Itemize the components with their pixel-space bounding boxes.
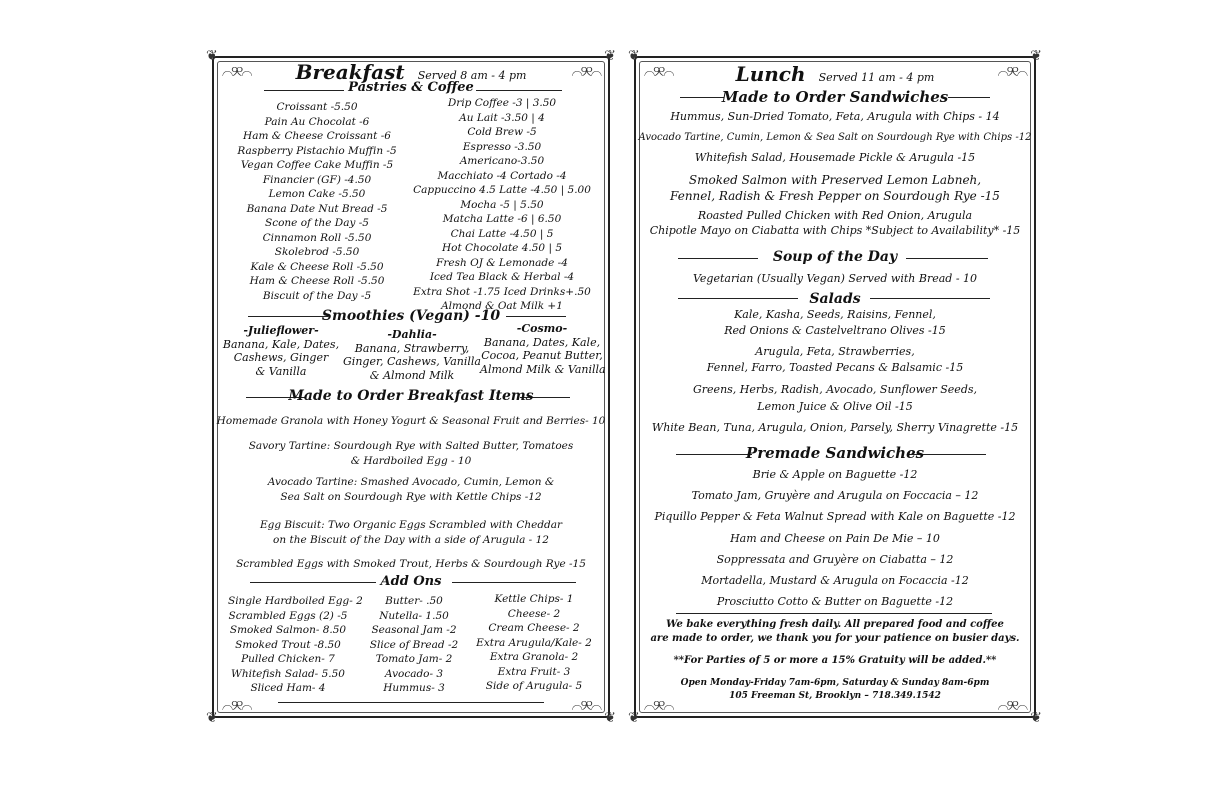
addon-item: Butter- .50 [385,595,443,607]
mto-line: Scrambled Eggs with Smoked Trout, Herbs & Sourdough Rye -15 [236,558,586,570]
breakfast-title: Breakfast [295,60,405,84]
menu-item: Financier (GF) -4.50 [262,173,372,186]
addon-item: Extra Granola- 2 [489,651,579,663]
menu-item: Hot Chocolate 4.50 | 5 [441,242,563,254]
mto-breakfast-heading: Made to Order Breakfast Items [288,388,534,404]
smoothies-heading: Smoothies (Vegan) -10 [321,308,501,324]
smoothie-name: -Cosmo- [516,322,568,335]
premade-item: Ham and Cheese on Pain De Mie – 10 [730,531,940,545]
flourish-icon: ⌒୨୧⌒ [997,64,1026,80]
menu-item: Ham & Cheese Roll -5.50 [249,275,385,287]
mto-item [214,557,608,572]
sandwich-line: Avocado Tartine, Cumin, Lemon & Sea Salt on Sourdough Rye with Chips -12 [638,132,1032,143]
mto-item [214,518,608,547]
salads-heading: Salads [809,291,861,307]
addon-item: Tomato Jam- 2 [375,653,453,665]
menu-item: Fresh OJ & Lemonade -4 [436,256,568,269]
smoothie-name: -Dahlia- [387,328,437,341]
flourish-icon: ⌒୨୧⌒ [571,64,600,80]
addon-item: Smoked Salmon- 8.50 [229,624,347,636]
menu-item: Skolebrod -5.50 [274,246,360,258]
address-phone: 105 Freeman St, Brooklyn – 718.349.1542 [729,691,941,701]
note-line: We bake everything fresh daily. All prepared food and coffee [666,619,1004,630]
menu-item: Scone of the Day -5 [265,217,369,229]
soup-item: Vegetarian (Usually Vegan) Served with Bread - 10 [692,272,978,285]
mto-line: Avocado Tartine: Smashed Avocado, Cumin, Lemon & [267,476,555,488]
addon-item: Pulled Chicken- 7 [241,653,335,665]
pastries-coffee-heading: Pastries & Coffee [348,80,474,95]
salad-line: Arugula, Feta, Strawberries, [755,345,915,358]
corner-ornament-icon: ❦ [206,710,218,726]
corner-ornament-icon: ❦ [628,710,640,726]
menu-item: Pain Au Chocolat -6 [264,115,370,128]
menu-item: Biscuit of the Day -5 [262,289,372,302]
premade-item: Mortadella, Mustard & Arugula on Focaccia -12 [701,574,969,588]
menu-item: Lemon Cake -5.50 [268,188,366,200]
addon-item: Slice of Bread -2 [369,638,459,651]
addon-item: Cheese- 2 [507,607,561,620]
lunch-menu-panel [628,48,1042,726]
sandwich-item [636,150,1034,165]
opening-hours: Open Monday-Friday 7am-6pm, Saturday & Sunday 8am-6pm [680,678,990,688]
addon-item: Seasonal Jam -2 [371,624,457,636]
sandwich-line: Roasted Pulled Chicken with Red Onion, Arugula [697,209,973,222]
mto-line: Egg Biscuit: Two Organic Eggs Scrambled with Cheddar [259,519,563,531]
menu-item: Drip Coffee -3 | 3.50 [447,97,557,109]
menu-item: Cold Brew -5 [467,126,537,138]
mto-item [214,439,608,468]
smoothie-ingredients: Ginger, Cashews, Vanilla [343,355,481,368]
addons-col-1 [228,594,363,696]
salad-line: Fennel, Farro, Toasted Pecans & Balsamic -15 [706,361,964,374]
smoothie-ingredients: Banana, Kale, Dates, [222,337,340,351]
corner-ornament-icon: ❦ [604,48,616,64]
note-line: are made to order, we thank you for your patience on busier days. [650,633,1020,644]
corner-ornament-icon: ❦ [628,48,640,64]
menu-item: Macchiato -4 Cortado -4 [437,169,567,182]
sandwich-line: Smoked Salmon with Preserved Lemon Labneh, [688,173,982,187]
mto-line: Savory Tartine: Sourdough Rye with Salted Butter, Tomatoes [248,440,574,452]
premade-item: Prosciutto Cotto & Butter on Baguette -12 [716,595,954,609]
addon-item: Smoked Trout -8.50 [235,638,341,651]
flourish-icon: ⌒୨୧⌒ [644,698,673,714]
lunch-served-hours: Served 11 am - 4 pm [818,71,935,84]
smoothie-name: -Julieflower- [243,324,319,337]
sandwich-line: Chipotle Mayo on Ciabatta with Chips *Subject to Availability* -15 [649,224,1021,237]
bakery-note [636,618,1034,646]
premade-item: Piquillo Pepper & Feta Walnut Spread with Kale on Baguette -12 [654,510,1016,524]
sandwich-item [636,172,1034,204]
premade-item: Brie & Apple on Baguette -12 [752,468,918,481]
menu-item: Raspberry Pistachio Muffin -5 [237,144,397,157]
flourish-icon: ⌒୨୧⌒ [571,698,600,714]
addon-item: Single Hardboiled Egg- 2 [228,595,363,607]
menu-item: Ham & Cheese Croissant -6 [243,130,391,142]
corner-ornament-icon: ❦ [604,710,616,726]
menu-item: Matcha Latte -6 | 6.50 [442,213,562,225]
smoothie-ingredients: Almond Milk & Vanilla [480,362,606,376]
smoothie-ingredients: Banana, Dates, Kale, [483,335,601,349]
premade-item: Tomato Jam, Gruyère and Arugula on Foccacia – 12 [691,489,979,503]
addon-item: Side of Arugula- 5 [485,680,583,692]
addon-item: Avocado- 3 [384,667,444,680]
menu-item: Mocha -5 | 5.50 [460,198,544,211]
divider [676,613,992,614]
addon-item: Extra Fruit- 3 [497,665,571,678]
corner-ornament-icon: ❦ [206,48,218,64]
flourish-icon: ⌒୨୧⌒ [997,698,1026,714]
lunch-header [636,62,1034,86]
menu-item: Banana Date Nut Bread -5 [246,202,388,215]
menu-item: Americano-3.50 [459,155,545,167]
addon-item: Nutella- 1.50 [379,609,449,622]
menu-item: Croissant -5.50 [276,101,358,113]
menu-item: Chai Latte -4.50 | 5 [450,227,554,240]
addon-item: Kettle Chips- 1 [494,593,574,605]
salad-item [636,381,1034,415]
divider [278,702,544,703]
salad-item [636,307,1034,339]
mto-item [214,414,608,429]
gratuity-note: **For Parties of 5 or more a 15% Gratuity will be added.** [673,655,997,666]
salad-line: Red Onions & Castelveltrano Olives -15 [724,324,946,337]
addon-item: Hummus- 3 [383,682,445,694]
salad-item [636,344,1034,376]
smoothie-ingredients: & Vanilla [255,364,307,378]
sandwich-item [636,131,1034,145]
menu-item: Extra Shot -1.75 Iced Drinks+.50 [413,285,591,298]
flourish-icon: ⌒୨୧⌒ [644,64,673,80]
salad-item [636,420,1034,435]
menu-item: Iced Tea Black & Herbal -4 [429,271,575,283]
menu-item: Vegan Coffee Cake Muffin -5 [240,159,394,171]
smoothie-dahlia [342,328,482,382]
pastries-list [222,100,412,303]
flourish-icon: ⌒୨୧⌒ [222,698,251,714]
smoothie-ingredients: & Almond Milk [369,368,455,382]
addon-item: Cream Cheese- 2 [488,622,580,634]
mto-sandwiches-heading: Made to Order Sandwiches [721,88,949,106]
sandwich-item [636,109,1034,124]
mto-line: on the Biscuit of the Day with a side of Arugula - 12 [273,533,549,546]
addon-item: Scrambled Eggs (2) -5 [228,609,348,622]
addon-item: Whitefish Salad- 5.50 [231,667,345,680]
sandwich-line: Fennel, Radish & Fresh Pepper on Sourdough Rye -15 [670,189,1000,203]
salad-line: Kale, Kasha, Seeds, Raisins, Fennel, [734,308,936,321]
mto-line: & Hardboiled Egg - 10 [350,454,472,467]
hours-info [636,677,1034,703]
menu-item: Espresso -3.50 [462,140,542,153]
addons-heading: Add Ons [380,574,442,589]
menu-item: Cinnamon Roll -5.50 [262,231,372,244]
menu-item: Cappuccino 4.5 Latte -4.50 | 5.00 [413,184,591,196]
salad-line: White Bean, Tuna, Arugula, Onion, Parsely, Sherry Vinagrette -15 [651,421,1019,434]
menu-item: Au Lait -3.50 | 4 [459,111,545,124]
salad-line: Lemon Juice & Olive Oil -15 [757,400,913,413]
corner-ornament-icon: ❦ [1030,48,1042,64]
menu-item: Almond & Oat Milk +1 [441,300,563,312]
corner-ornament-icon: ❦ [1030,710,1042,726]
smoothie-cosmo [480,322,604,376]
smoothie-ingredients: Cocoa, Peanut Butter, [481,349,603,362]
smoothie-ingredients: Banana, Strawberry, [354,341,470,355]
breakfast-menu-panel [206,48,616,726]
premade-item: Soppressata and Gruyère on Ciabatta – 12 [716,552,954,566]
addons-col-3 [474,592,594,694]
flourish-icon: ⌒୨୧⌒ [222,64,251,80]
salad-line: Greens, Herbs, Radish, Avocado, Sunflower Seeds, [693,383,977,396]
addon-item: Extra Arugula/Kale- 2 [476,636,592,649]
menu-item: Kale & Cheese Roll -5.50 [250,260,384,273]
premade-heading: Premade Sandwiches [745,444,925,462]
coffee-list [402,96,602,314]
smoothie-ingredients: Cashews, Ginger [233,351,329,364]
lunch-title: Lunch [735,62,806,86]
addons-col-2 [362,594,466,696]
mto-line: Sea Salt on Sourdough Rye with Kettle Chips -12 [280,490,542,503]
addon-item: Sliced Ham- 4 [250,682,326,694]
sandwich-line: Whitefish Salad, Housemade Pickle & Arugula -15 [694,151,976,164]
mto-line: Homemade Granola with Honey Yogurt & Seasonal Fruit and Berries- 10 [216,415,606,427]
premade-list [636,464,1034,612]
mto-item [214,475,608,504]
sandwich-line: Hummus, Sun-Dried Tomato, Feta, Arugula with Chips - 14 [670,110,1000,123]
sandwich-item [636,208,1034,238]
soup-heading: Soup of the Day [772,249,898,265]
smoothie-julieflower [220,324,342,378]
breakfast-served-hours: Served 8 am - 4 pm [417,69,527,82]
